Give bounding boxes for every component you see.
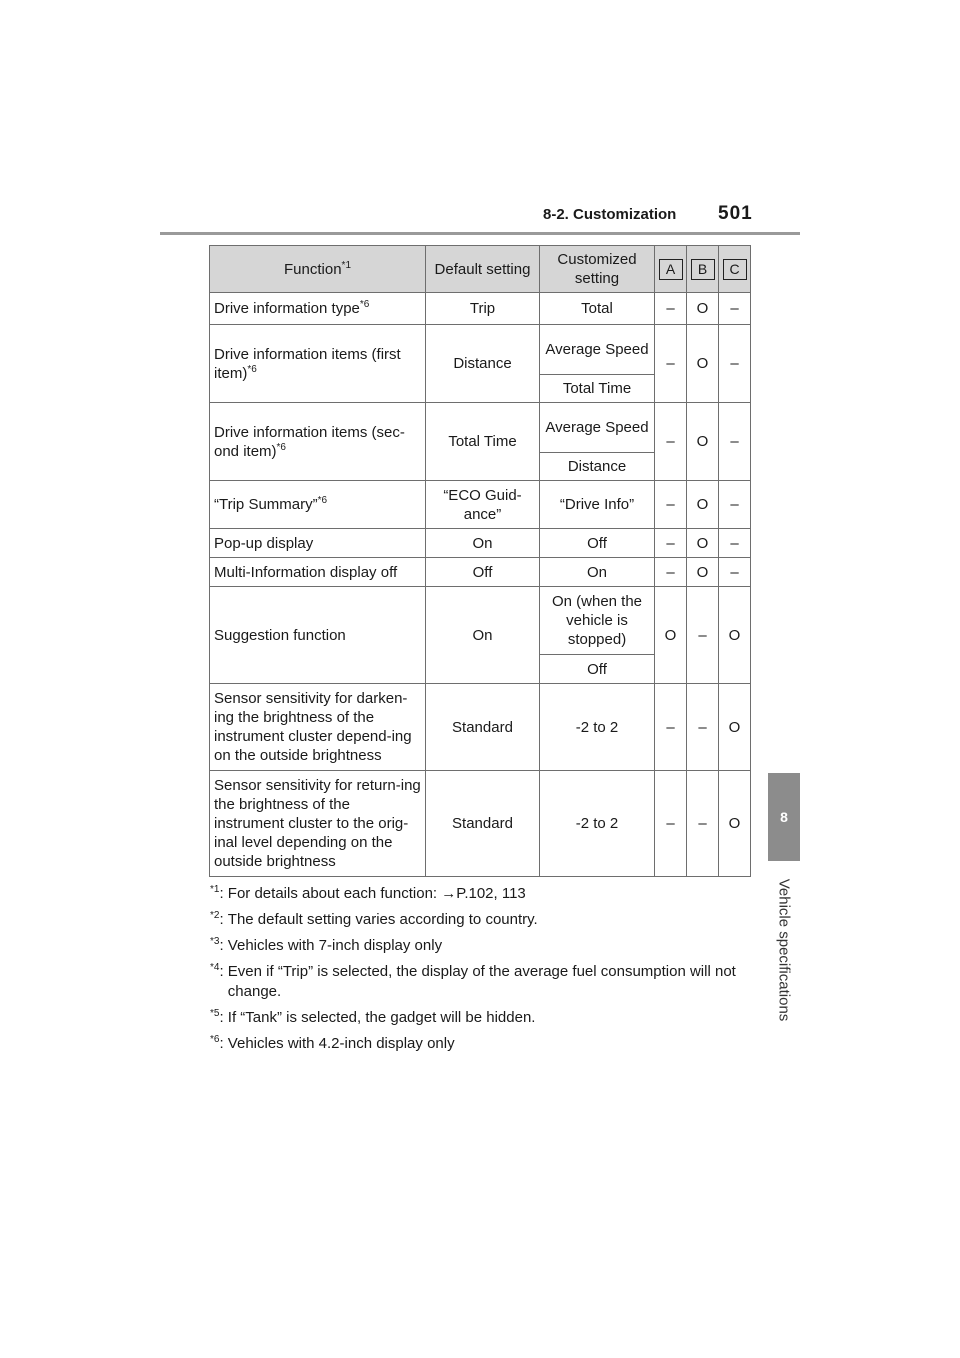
column-b-header [687,246,719,293]
function-cell: Multi-Information display off [210,558,426,587]
table-row [210,325,751,375]
a-cell: – [655,293,687,325]
function-header: Function$^{*1}$ [210,246,426,293]
chapter-tab: 8 [768,773,800,861]
custom-cell: Total Time [540,375,655,403]
a-cell: O [655,587,687,684]
customized-header: Customized setting [540,246,655,293]
default-cell: Distance [426,325,540,403]
a-cell: – [655,684,687,771]
b-cell: – [687,684,719,771]
default-cell: Standard [426,771,540,877]
footnote: $^{*6}$: Vehicles with 4.2-inch display only [210,1034,455,1052]
default-cell: On [426,529,540,558]
c-cell: O [719,771,751,877]
mark-c-box: C [723,259,747,280]
footnote: $^{*4}$: Even if “Trip” is selected, the display of the average fuel consumption will not change. [210,962,736,1000]
b-cell: O [687,529,719,558]
default-cell: Standard [426,684,540,771]
column-a-header [655,246,687,293]
a-cell: – [655,771,687,877]
table-row [210,771,751,877]
mark-a-box: A [659,259,683,280]
default-header: Default setting [426,246,540,293]
table-row [210,529,751,558]
b-cell: O [687,558,719,587]
table-row [210,293,751,325]
custom-cell: -2 to 2 [540,771,655,877]
table-row [210,403,751,453]
a-cell: – [655,558,687,587]
function-cell: Pop-up display [210,529,426,558]
function-cell: Drive information items (sec-ond item)$^{*6}$ [210,403,426,481]
b-cell: O [687,325,719,403]
page-number: 501 [718,203,753,224]
custom-cell: Off [540,655,655,684]
function-cell: Drive information type$^{*6}$ [210,293,426,325]
default-cell: Total Time [426,403,540,481]
b-cell: – [687,771,719,877]
default-cell: On [426,587,540,684]
a-cell: – [655,481,687,529]
footnote: $^{*2}$: The default setting varies according to country. [210,910,538,928]
mark-b-box: B [691,259,715,280]
b-cell: O [687,403,719,481]
custom-cell: Off [540,529,655,558]
b-cell: O [687,481,719,529]
custom-cell: “Drive Info” [540,481,655,529]
c-cell: – [719,529,751,558]
a-cell: – [655,325,687,403]
c-cell: – [719,403,751,481]
c-cell: – [719,558,751,587]
custom-cell: Total [540,293,655,325]
c-cell: – [719,325,751,403]
header-rule [160,232,800,235]
custom-cell: On [540,558,655,587]
chapter-label: Vehicle specifications [775,878,793,1022]
table-row [210,587,751,655]
footnotes [210,884,755,1060]
function-cell: Suggestion function [210,587,426,684]
a-cell: – [655,529,687,558]
custom-cell: Average Speed [540,325,655,375]
table-row [210,481,751,529]
default-cell: “ECO Guid-ance” [426,481,540,529]
table-header-row [210,246,751,293]
footnote: $^{*3}$: Vehicles with 7-inch display only [210,936,443,954]
c-cell: O [719,587,751,684]
function-cell: Sensor sensitivity for return-ing the brightness of the instrument cluster to the orig-inal level depending on the outside brightness [210,771,426,877]
custom-cell: Average Speed [540,403,655,453]
b-cell: O [687,293,719,325]
customization-table [209,245,751,877]
footnote: $^{*1}$: For details about each function: →P.102, 113 [210,884,526,902]
function-cell: Sensor sensitivity for darken-ing the brightness of the instrument cluster depend-ing on the outside brightness [210,684,426,771]
footnote: $^{*5}$: If “Tank” is selected, the gadget will be hidden. [210,1008,536,1026]
b-cell: – [687,587,719,684]
custom-cell: Distance [540,453,655,481]
column-c-header [719,246,751,293]
table-row [210,684,751,771]
c-cell: – [719,293,751,325]
section-title: 8-2. Customization [543,206,677,223]
default-cell: Off [426,558,540,587]
function-cell: “Trip Summary”$^{*6}$ [210,481,426,529]
a-cell: – [655,403,687,481]
custom-cell: On (when the vehicle is stopped) [540,587,655,655]
default-cell: Trip [426,293,540,325]
custom-cell: -2 to 2 [540,684,655,771]
c-cell: O [719,684,751,771]
c-cell: – [719,481,751,529]
table-row [210,558,751,587]
function-cell: Drive information items (first item)$^{*6}$ [210,325,426,403]
